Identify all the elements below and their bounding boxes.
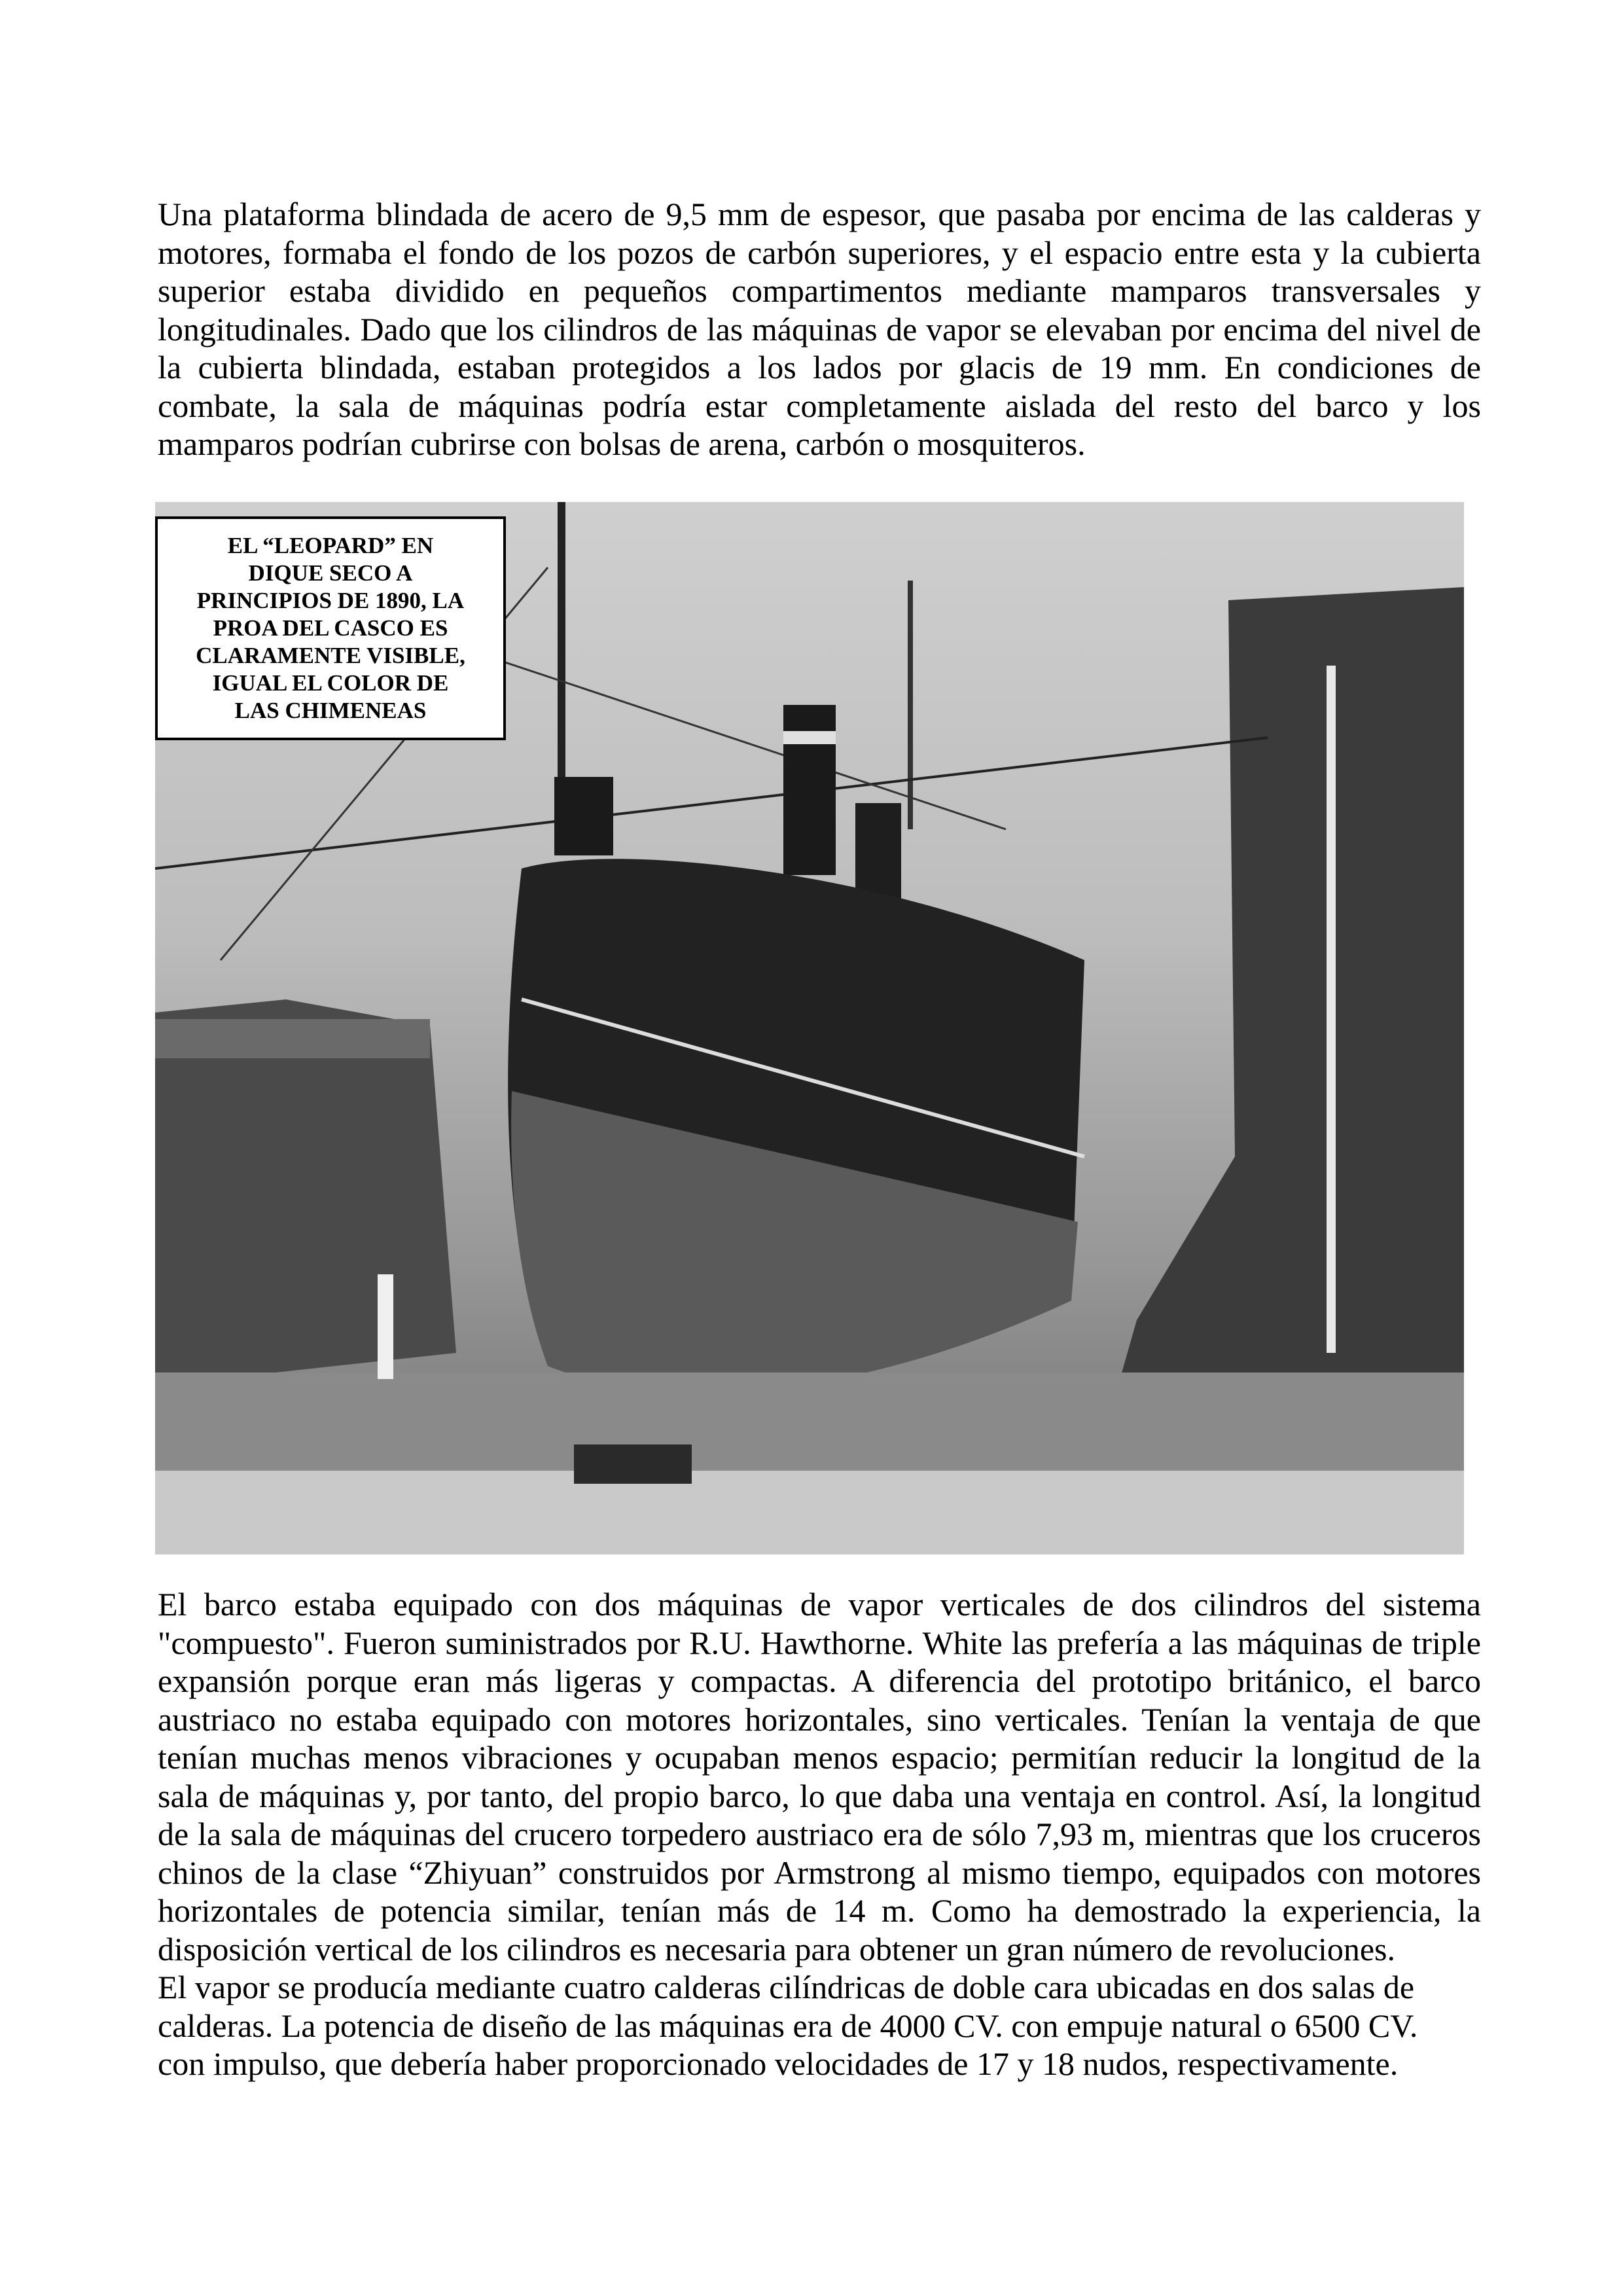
text-line: calderas. La potencia de diseño de las máquinas era de 4000 CV. con empuje natural o 6500 CV. <box>158 2007 1418 2044</box>
paragraph-armor-platform <box>158 195 1481 463</box>
text-line: la cubierta blindada, estaban protegidos a los lados por glacis de 19 mm. En condiciones de <box>158 349 1481 386</box>
caption-line: PRINCIPIOS DE 1890, LA <box>196 588 465 613</box>
caption-line: DIQUE SECO A <box>248 560 413 586</box>
text-line: expansión porque eran más ligeras y compactas. A diferencia del prototipo británico, el barco <box>158 1662 1481 1699</box>
text-line: tenían muchas menos vibraciones y ocupaban menos espacio; permitían reducir la longitud de la <box>158 1739 1481 1776</box>
text-line: disposición vertical de los cilindros es necesaria para obtener un gran número de revoluciones. <box>158 1930 1396 1967</box>
text-line: sala de máquinas y, por tanto, del propio barco, lo que daba una ventaja en control. Así, la longitud <box>158 1777 1481 1814</box>
text-line: combate, la sala de máquinas podría estar completamente aislada del resto del barco y los <box>158 387 1481 424</box>
text-line: chinos de la clase “Zhiyuan” construidos por Armstrong al mismo tiempo, equipados con motores <box>158 1854 1481 1891</box>
text-line: motores, formaba el fondo de los pozos de carbón superiores, y el espacio entre esta y la cubierta <box>158 234 1481 271</box>
caption-line: PROA DEL CASCO ES <box>213 615 448 641</box>
text-line: El barco estaba equipado con dos máquinas de vapor verticales de dos cilindros del sistema <box>158 1586 1481 1623</box>
capstan <box>574 1444 692 1484</box>
text-line: "compuesto". Fueron suministrados por R.U. Hawthorne. White las prefería a las máquinas de triple <box>158 1624 1481 1661</box>
depth-gauge <box>1327 666 1336 1353</box>
paragraph-engines <box>158 1585 1481 2083</box>
caption-line: CLARAMENTE VISIBLE, <box>196 643 465 668</box>
text-line: con impulso, que debería haber proporcionado velocidades de 17 y 18 nudos, respectivamente. <box>158 2045 1399 2082</box>
caption-line: LAS CHIMENEAS <box>234 698 427 723</box>
text-line: de la sala de máquinas del crucero torpedero austriaco era de sólo 7,93 m, mientras que los cruceros <box>158 1816 1481 1852</box>
text-line: austriaco no estaba equipado con motores horizontales, sino verticales. Tenían la ventaja de que <box>158 1700 1481 1738</box>
text-line: El vapor se producía mediante cuatro calderas cilíndricas de doble cara ubicadas en dos salas de <box>158 1969 1415 2005</box>
funnel <box>783 705 836 875</box>
photo-caption-box <box>155 516 506 740</box>
text-line: horizontales de potencia similar, tenían más de 14 m. Como ha demostrado la experiencia, la <box>158 1892 1481 1929</box>
caption-line: IGUAL EL COLOR DE <box>212 670 449 696</box>
text-line: Una plataforma blindada de acero de 9,5 mm de espesor, que pasaba por encima de las calderas y <box>158 196 1481 232</box>
text-line: mamparos podrían cubrirse con bolsas de arena, carbón o mosquiteros. <box>158 425 1086 462</box>
text-line: superior estaba dividido en pequeños compartimentos mediante mamparos transversales y <box>158 272 1481 309</box>
text-line: longitudinales. Dado que los cilindros de las máquinas de vapor se elevaban por encima del nivel de <box>158 310 1481 348</box>
caption-line: EL “LEOPARD” EN <box>227 533 434 558</box>
standing-figure <box>378 1274 393 1379</box>
